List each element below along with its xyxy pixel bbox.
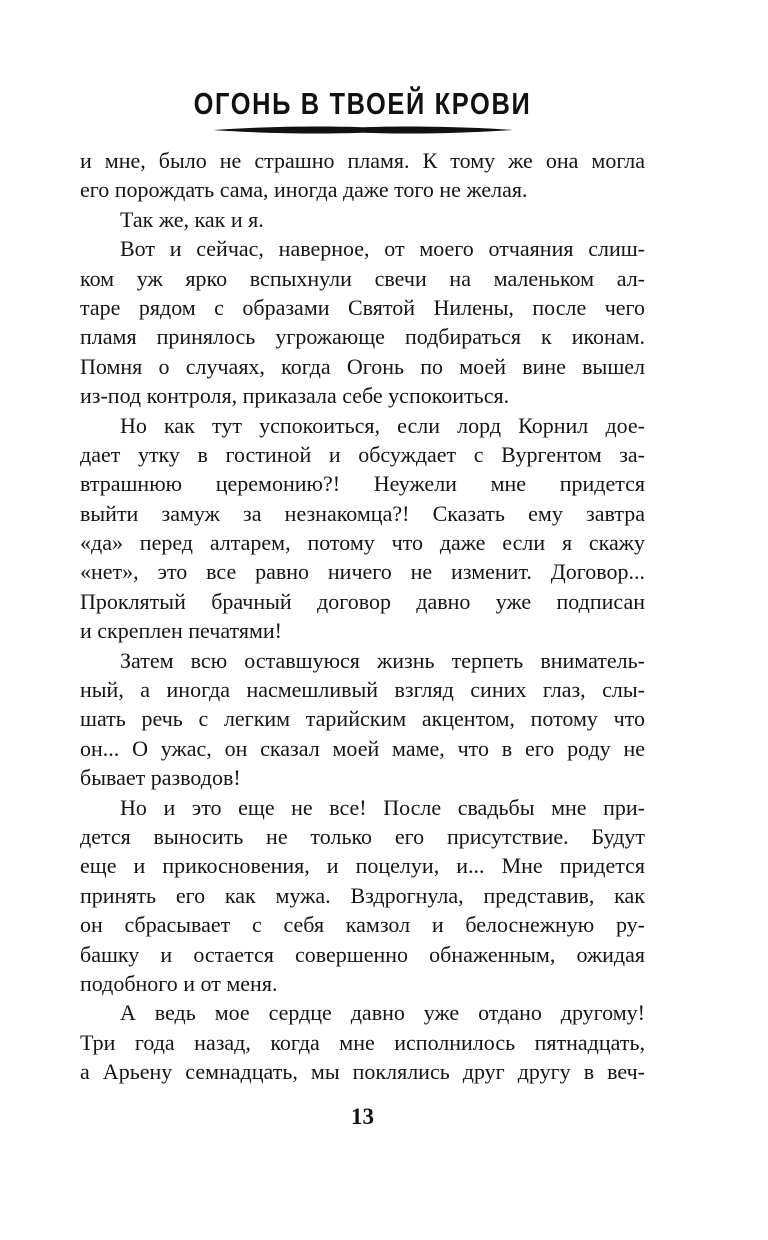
text-line: бывает разводов! [80, 765, 241, 791]
text-line: Проклятый брачный договор давно уже подписан [80, 588, 645, 614]
paragraph [80, 205, 645, 234]
page-header [80, 88, 645, 135]
text-line: Помня о случаях, когда Огонь по моей вине вышел [80, 353, 645, 379]
paragraph [80, 793, 645, 999]
text-line: Но и это еще не все! После свадьбы мне при- [120, 794, 645, 820]
page-footer [80, 1104, 645, 1130]
text-line: Вот и сейчас, наверное, от моего отчаяния слиш- [120, 236, 645, 262]
text-line: он... О ужас, он сказал моей маме, что в его роду не [80, 735, 645, 761]
text-line: подобного и от меня. [80, 970, 278, 996]
text-line: дется выносить не только его присутствие. Будут [80, 823, 645, 849]
text-line: «да» перед алтарем, потому что даже если я скажу [80, 530, 645, 556]
text-line: таре рядом с образами Святой Нилены, после чего [80, 294, 645, 320]
text-line: выйти замуж за незнакомца?! Сказать ему завтра [80, 500, 645, 526]
text-line: и мне, было не страшно пламя. К тому же она могла [80, 148, 645, 173]
text-line: ный, а иногда насмешливый взгляд синих глаз, слы- [80, 677, 645, 703]
text-line: А ведь мое сердце давно уже отдано другому! [120, 1000, 645, 1026]
text-line: «нет», это все равно ничего не изменит. Договор... [80, 559, 645, 585]
text-line: он сбрасывает с себя камзол и белоснежную ру- [80, 912, 645, 938]
text-line: Три года назад, когда мне исполнилось пятнадцать, [80, 1029, 645, 1055]
body-text [80, 146, 645, 1087]
running-title: ОГОНЬ В ТВОЕЙ КРОВИ [193, 86, 532, 121]
paragraph [80, 646, 645, 793]
text-line: втрашнюю церемонию?! Неужели мне придется [80, 471, 645, 497]
text-line: башку и остается совершенно обнаженным, ожидая [80, 941, 645, 967]
text-line: а Арьену семнадцать, мы поклялись друг другу в веч- [80, 1059, 645, 1085]
paragraph [80, 411, 645, 646]
paragraph [80, 234, 645, 410]
text-line: ком уж ярко вспыхнули свечи на маленьком ал- [80, 265, 645, 291]
text-line: Затем всю оставшуюся жизнь терпеть вниматель- [120, 647, 645, 673]
text-line: шать речь с легким тарийским акцентом, потому что [80, 706, 645, 732]
text-line: Так же, как и я. [120, 206, 264, 232]
page-number: 13 [351, 1104, 374, 1129]
text-line: еще и прикосновения, и поцелуи, и... Мне придется [80, 853, 645, 879]
text-line: принять его как мужа. Вздрогнула, представив, как [80, 882, 645, 908]
text-line: дает утку в гостиной и обсуждает с Вургентом за- [80, 441, 645, 467]
paragraph [80, 998, 645, 1086]
text-line: и скреплен печатями! [80, 618, 282, 644]
text-line: его порождать сама, иногда даже того не желая. [80, 177, 528, 203]
text-line: из-под контроля, приказала себе успокоиться. [80, 383, 510, 409]
text-line: пламя принялось угрожающе подбираться к иконам. [80, 324, 645, 350]
paragraph [80, 146, 645, 205]
text-line: Но как тут успокоиться, если лорд Корнил дое- [120, 412, 645, 438]
tapered-rule-ornament [213, 125, 513, 135]
